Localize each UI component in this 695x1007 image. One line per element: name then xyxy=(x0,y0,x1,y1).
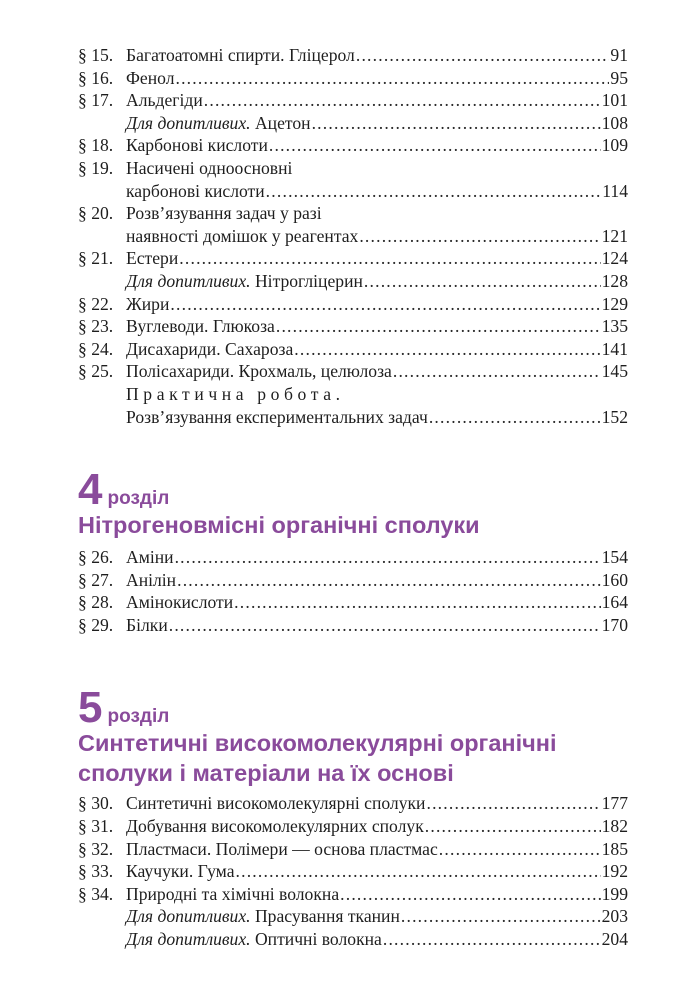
extra-reading-prefix: Для допитливих. xyxy=(126,270,251,291)
page-number: 91 xyxy=(610,45,628,65)
chapter-number: 5 xyxy=(78,683,103,733)
section-title: Білки xyxy=(126,614,168,635)
toc-entry-34[interactable] xyxy=(78,883,628,906)
toc-entry-31[interactable] xyxy=(78,815,628,838)
section-title: Багатоатомні спирти. Гліцерол xyxy=(126,45,355,65)
toc-entry-30[interactable] xyxy=(78,792,628,815)
toc-section-4 xyxy=(78,546,628,636)
section-title: Каучуки. Гума xyxy=(126,861,235,882)
practical-work-label: Практична робота. xyxy=(126,383,345,404)
dot-leader xyxy=(276,315,601,338)
dot-leader xyxy=(236,860,601,883)
section-title: Розв’язування експериментальних задач xyxy=(126,406,428,427)
section-number: § 17. xyxy=(78,90,114,111)
section-number: § 28. xyxy=(78,592,114,613)
chapter-4-heading xyxy=(78,465,628,540)
toc-entry-extra-optical-fibers[interactable] xyxy=(78,928,628,951)
page-number: 129 xyxy=(601,293,628,314)
chapter-5-heading xyxy=(78,683,628,788)
dot-leader xyxy=(175,546,601,569)
section-title: Нітрогліцерин xyxy=(254,270,363,291)
section-title: Розв’язування задач у разі xyxy=(126,203,322,224)
section-title: Анілін xyxy=(126,569,177,590)
page-number: 128 xyxy=(601,270,628,291)
toc-entry-19[interactable] xyxy=(78,157,628,202)
page-number: 177 xyxy=(601,793,628,814)
section-number: § 26. xyxy=(78,547,114,568)
section-title: Пластмаси. Полімери — основа пластмас xyxy=(126,838,438,859)
page-number: 170 xyxy=(601,614,628,635)
section-number: § 25. xyxy=(78,361,114,382)
dot-leader xyxy=(170,293,600,316)
section-number: § 22. xyxy=(78,293,114,314)
page-number: 152 xyxy=(601,406,628,427)
toc-entry-25[interactable] xyxy=(78,360,628,383)
dot-leader xyxy=(439,838,601,861)
page-number: 182 xyxy=(601,816,628,837)
section-number: § 32. xyxy=(78,838,114,859)
extra-reading-prefix: Для допитливих. xyxy=(126,929,251,950)
page-number: 185 xyxy=(601,838,628,859)
toc-entry-20[interactable] xyxy=(78,202,628,247)
section-title: Ацетон xyxy=(254,112,311,133)
toc-entry-22[interactable] xyxy=(78,293,628,316)
toc-entry-27[interactable] xyxy=(78,569,628,592)
section-number: § 31. xyxy=(78,816,114,837)
section-title-continued: наявності домішок у реагентах xyxy=(126,225,359,246)
section-number: § 16. xyxy=(78,67,114,88)
toc-entry-21[interactable] xyxy=(78,247,628,270)
section-number: § 30. xyxy=(78,793,114,814)
section-number: § 15. xyxy=(78,45,114,65)
dot-leader xyxy=(294,338,600,361)
page-number: 135 xyxy=(601,316,628,337)
toc-entry-17[interactable] xyxy=(78,89,628,112)
page-number: 114 xyxy=(602,180,628,201)
dot-leader xyxy=(383,928,601,951)
dot-leader xyxy=(177,569,601,592)
chapter-title-line-2: сполуки і матеріали на їх основі xyxy=(78,760,454,787)
dot-leader xyxy=(266,180,602,203)
section-number: § 27. xyxy=(78,569,114,590)
toc-section-3-continued xyxy=(78,44,628,428)
dot-leader xyxy=(426,792,600,815)
page-number: 141 xyxy=(601,338,628,359)
dot-leader xyxy=(429,406,601,429)
toc-entry-extra-acetone[interactable] xyxy=(78,112,628,135)
dot-leader xyxy=(175,67,609,90)
dot-leader xyxy=(401,905,601,928)
dot-leader xyxy=(179,247,600,270)
page-number: 124 xyxy=(601,248,628,269)
section-number: § 29. xyxy=(78,614,114,635)
dot-leader xyxy=(425,815,601,838)
section-title: Вуглеводи. Глюкоза xyxy=(126,316,275,337)
extra-reading-prefix: Для допитливих. xyxy=(126,112,251,133)
chapter-word: розділ xyxy=(107,706,170,728)
page-number: 204 xyxy=(601,929,628,950)
table-of-contents xyxy=(78,44,628,951)
section-number: § 24. xyxy=(78,338,114,359)
section-title: Полісахариди. Крохмаль, целюлоза xyxy=(126,361,392,382)
toc-section-5 xyxy=(78,792,628,950)
page-number: 95 xyxy=(610,67,628,88)
dot-leader xyxy=(234,591,600,614)
section-title: Оптичні волокна xyxy=(254,929,382,950)
section-title: Аміни xyxy=(126,547,174,568)
toc-entry-28[interactable] xyxy=(78,591,628,614)
page-number: 101 xyxy=(601,90,628,111)
chapter-number: 4 xyxy=(78,465,103,515)
dot-leader xyxy=(169,614,601,637)
toc-entry-16[interactable] xyxy=(78,67,628,90)
section-number: § 23. xyxy=(78,316,114,337)
section-title: Дисахариди. Сахароза xyxy=(126,338,294,359)
page-number: 109 xyxy=(601,135,628,156)
toc-entry-18[interactable] xyxy=(78,134,628,157)
section-number: § 19. xyxy=(78,157,114,178)
dot-leader xyxy=(359,225,600,248)
page-number: 108 xyxy=(601,112,628,133)
dot-leader xyxy=(340,883,600,906)
toc-entry-32[interactable] xyxy=(78,838,628,861)
section-title: Карбонові кислоти xyxy=(126,135,268,156)
dot-leader xyxy=(312,112,601,135)
chapter-word: розділ xyxy=(107,488,170,510)
section-number: § 21. xyxy=(78,248,114,269)
page-number: 203 xyxy=(601,906,628,927)
page-number: 192 xyxy=(601,861,628,882)
page-number: 154 xyxy=(601,547,628,568)
section-title: Амінокислоти xyxy=(126,592,234,613)
toc-entry-33[interactable] xyxy=(78,860,628,883)
toc-entry-15[interactable] xyxy=(78,44,628,67)
section-title: Фенол xyxy=(126,67,175,88)
dot-leader xyxy=(356,44,610,67)
toc-entry-26[interactable] xyxy=(78,546,628,569)
dot-leader xyxy=(204,89,601,112)
toc-entry-extra-ironing[interactable] xyxy=(78,905,628,928)
toc-entry-24[interactable] xyxy=(78,338,628,361)
section-title: Синтетичні високомолекулярні сполуки xyxy=(126,793,426,814)
section-title: Естери xyxy=(126,248,179,269)
page-number: 121 xyxy=(601,225,628,246)
chapter-title-line-1: Синтетичні високомолекулярні органічні xyxy=(78,730,557,757)
section-title: Природні та хімічні волокна xyxy=(126,883,340,904)
section-title: Прасування тканин xyxy=(254,906,400,927)
toc-entry-29[interactable] xyxy=(78,614,628,637)
extra-reading-prefix: Для допитливих. xyxy=(126,906,251,927)
page-number: 199 xyxy=(601,883,628,904)
chapter-title: Нітрогеновмісні органічні сполуки xyxy=(78,512,480,539)
dot-leader xyxy=(393,360,601,383)
section-number: § 33. xyxy=(78,861,114,882)
page-number: 160 xyxy=(601,569,628,590)
dot-leader xyxy=(364,270,601,293)
section-number: § 18. xyxy=(78,135,114,156)
page-number: 145 xyxy=(601,361,628,382)
dot-leader xyxy=(269,134,601,157)
toc-entry-practical-work[interactable] xyxy=(78,383,628,428)
section-title: Добування високомолекулярних сполук xyxy=(126,816,424,837)
section-title: Насичені одноосновні xyxy=(126,157,293,178)
section-title-continued: карбонові кислоти xyxy=(126,180,265,201)
section-title: Альдегіди xyxy=(126,90,203,111)
section-title: Жири xyxy=(126,293,170,314)
toc-entry-23[interactable] xyxy=(78,315,628,338)
toc-entry-extra-nitroglycerin[interactable] xyxy=(78,270,628,293)
section-number: § 34. xyxy=(78,883,114,904)
section-number: § 20. xyxy=(78,203,114,224)
page-number: 164 xyxy=(601,592,628,613)
